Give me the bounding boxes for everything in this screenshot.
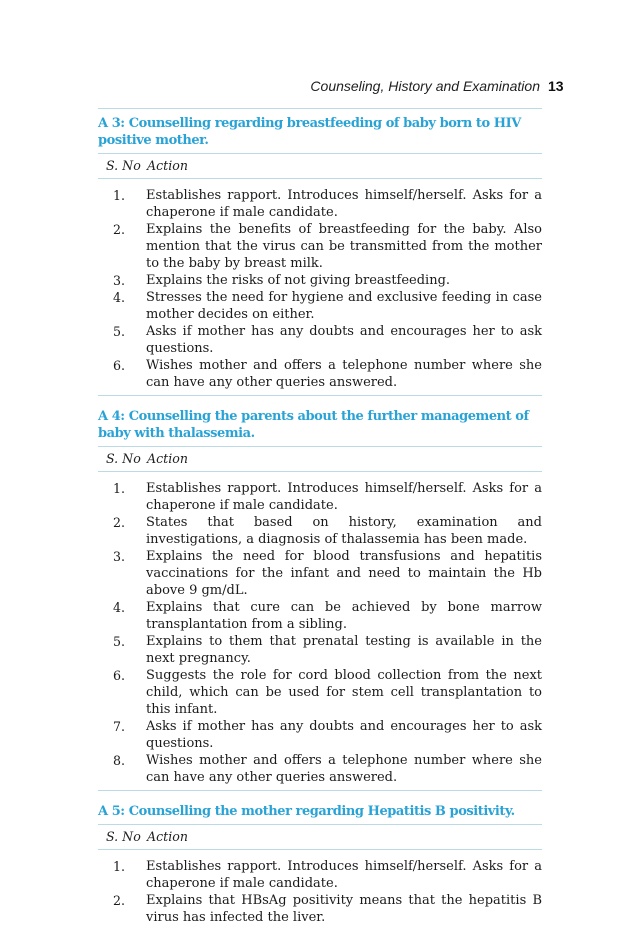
table-header bbox=[98, 825, 542, 849]
list-item bbox=[98, 480, 542, 514]
item-number: 1. bbox=[113, 859, 126, 874]
item-number: 6. bbox=[113, 358, 126, 373]
item-text: Explains the risks of not giving breastfeeding. bbox=[146, 273, 451, 288]
list-item bbox=[98, 221, 542, 272]
section-title: A 3: Counselling regarding breastfeeding of baby born to HIV positive mother. bbox=[98, 108, 542, 149]
divider bbox=[98, 471, 542, 472]
section-a3 bbox=[98, 108, 542, 396]
divider bbox=[98, 849, 542, 850]
list-item bbox=[98, 548, 542, 599]
item-text: Establishes rapport. Introduces himself/herself. Asks for a chaperone if male candidate. bbox=[146, 481, 542, 513]
page-content bbox=[98, 108, 542, 932]
action-list bbox=[98, 187, 542, 391]
list-item bbox=[98, 272, 542, 289]
section-a5 bbox=[98, 797, 542, 926]
item-text: Suggests the role for cord blood collection from the next child, which can be used for stem cell transplantation to this infant. bbox=[146, 668, 542, 717]
section-title: A 5: Counselling the mother regarding Hepatitis B positivity. bbox=[98, 804, 515, 819]
running-head: Counseling, History and Examination bbox=[310, 78, 540, 94]
list-item bbox=[98, 357, 542, 391]
divider bbox=[98, 178, 542, 179]
item-text: Wishes mother and offers a telephone number where she can have any other queries answered. bbox=[146, 358, 542, 390]
list-item bbox=[98, 323, 542, 357]
list-item bbox=[98, 514, 542, 548]
item-text: Explains to them that prenatal testing is available in the next pregnancy. bbox=[146, 634, 542, 666]
item-number: 2. bbox=[113, 893, 126, 908]
item-text: Explains that cure can be achieved by bone marrow transplantation from a sibling. bbox=[146, 600, 542, 632]
item-text: Explains the need for blood transfusions and hepatitis vaccinations for the infant and need to maintain the Hb above 9 gm/dL. bbox=[146, 549, 542, 598]
item-number: 4. bbox=[113, 600, 126, 615]
list-item bbox=[98, 289, 542, 323]
item-text: Asks if mother has any doubts and encourages her to ask questions. bbox=[146, 719, 542, 751]
item-number: 5. bbox=[113, 634, 126, 649]
divider bbox=[98, 790, 542, 791]
item-number: 2. bbox=[113, 222, 126, 237]
item-number: 6. bbox=[113, 668, 126, 683]
list-item bbox=[98, 892, 542, 926]
action-list bbox=[98, 858, 542, 926]
item-number: 8. bbox=[113, 753, 126, 768]
item-text: Wishes mother and offers a telephone number where she can have any other queries answered. bbox=[146, 753, 542, 785]
item-text: Stresses the need for hygiene and exclusive feeding in case mother decides on either. bbox=[146, 290, 542, 322]
item-number: 1. bbox=[113, 188, 126, 203]
column-header-action: Action bbox=[147, 158, 188, 173]
item-text: Explains the benefits of breastfeeding for the baby. Also mention that the virus can be transmitted from the mother to the baby by breast milk. bbox=[146, 222, 542, 271]
page-number: 13 bbox=[548, 78, 564, 94]
item-number: 4. bbox=[113, 290, 126, 305]
column-header-sno: S. No bbox=[106, 451, 141, 466]
list-item bbox=[98, 858, 542, 892]
list-item bbox=[98, 718, 542, 752]
list-item bbox=[98, 752, 542, 786]
column-header-action: Action bbox=[147, 829, 188, 844]
column-header-sno: S. No bbox=[106, 158, 141, 173]
item-number: 2. bbox=[113, 515, 126, 530]
item-number: 3. bbox=[113, 549, 126, 564]
column-header-sno: S. No bbox=[106, 829, 141, 844]
column-header-action: Action bbox=[147, 451, 188, 466]
list-item bbox=[98, 633, 542, 667]
item-number: 1. bbox=[113, 481, 126, 496]
list-item bbox=[98, 187, 542, 221]
item-text: States that based on history, examination and investigations, a diagnosis of thalassemia has been made. bbox=[146, 515, 542, 547]
item-text: Asks if mother has any doubts and encourages her to ask questions. bbox=[146, 324, 542, 356]
section-title: A 4: Counselling the parents about the further management of baby with thalassemia. bbox=[98, 409, 529, 441]
item-number: 5. bbox=[113, 324, 126, 339]
item-text: Establishes rapport. Introduces himself/herself. Asks for a chaperone if male candidate. bbox=[146, 859, 542, 891]
divider bbox=[98, 395, 542, 396]
table-header bbox=[98, 154, 542, 178]
table-header bbox=[98, 447, 542, 471]
item-number: 3. bbox=[113, 273, 126, 288]
item-text: Explains that HBsAg positivity means that the hepatitis B virus has infected the liver. bbox=[146, 893, 542, 925]
section-a4 bbox=[98, 402, 542, 791]
list-item bbox=[98, 667, 542, 718]
action-list bbox=[98, 480, 542, 786]
item-text: Establishes rapport. Introduces himself/herself. Asks for a chaperone if male candidate. bbox=[146, 188, 542, 220]
item-number: 7. bbox=[113, 719, 126, 734]
list-item bbox=[98, 599, 542, 633]
